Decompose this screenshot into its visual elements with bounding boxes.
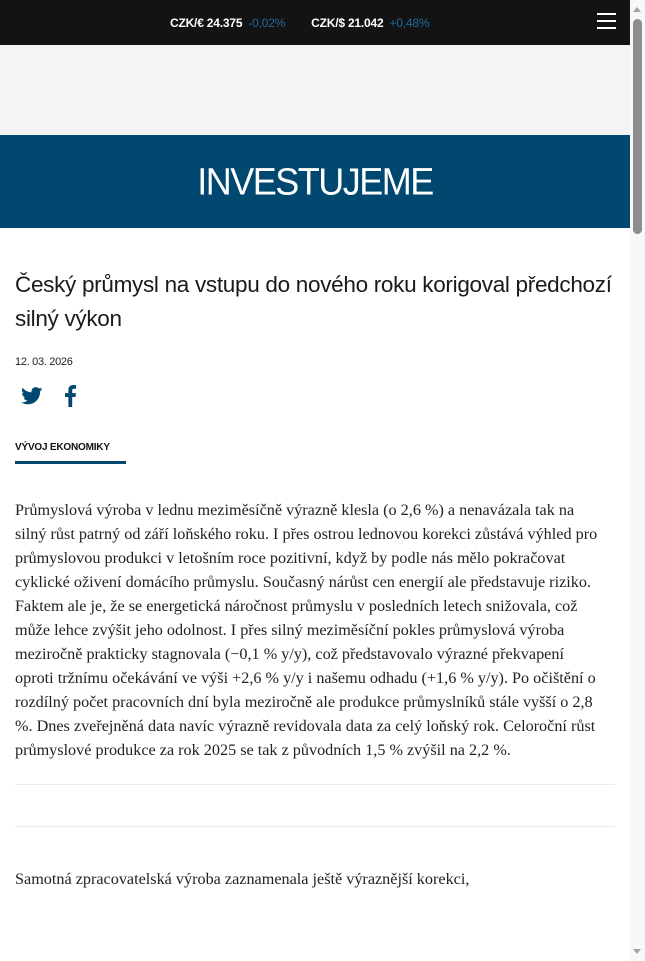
currency-bar (0, 0, 630, 45)
category-underline (15, 461, 126, 464)
article (0, 268, 630, 891)
scroll-up-arrow-icon[interactable] (633, 7, 641, 12)
rate-usd-change: +0,48% (389, 15, 430, 30)
scrollbar-thumb[interactable] (633, 19, 642, 234)
category-tag[interactable] (15, 442, 126, 464)
rate-usd-value: CZK/$ 21.042 (311, 15, 384, 30)
facebook-icon[interactable] (63, 385, 77, 407)
article-paragraph: Samotná zpracovatelská výroba zaznamenala ještě výraznější korekci, (15, 870, 470, 888)
share-buttons (15, 382, 615, 410)
rate-eur-change: -0,02% (248, 15, 286, 30)
site-logo[interactable]: INVESTUJEME (197, 159, 433, 203)
ad-placeholder (0, 45, 630, 135)
brand-header (0, 135, 630, 228)
rate-usd (311, 16, 429, 30)
rate-eur (170, 16, 285, 30)
twitter-icon[interactable] (21, 385, 43, 407)
divider (15, 784, 615, 785)
vertical-scrollbar[interactable] (630, 0, 645, 961)
article-date: 12. 03. 2026 (15, 356, 73, 368)
rate-eur-value: CZK/€ 24.375 (170, 15, 243, 30)
article-headline: Český průmysl na vstupu do nového roku korigoval předchozí silný výkon (15, 272, 612, 331)
divider (15, 826, 615, 827)
exchange-rates (170, 0, 455, 45)
scroll-down-arrow-icon[interactable] (633, 949, 641, 954)
category-label[interactable]: VÝVOJ EKONOMIKY (15, 442, 110, 453)
hamburger-menu-icon[interactable] (597, 13, 616, 31)
article-paragraph: Průmyslová výroba v lednu meziměsíčně výrazně klesla (o 2,6 %) a nenavázala tak na silný růst patrný od září loňského roku. I přes ostrou lednovou korekci zůstává výhled pro průmyslovou produkci v letošním roce pozitivní, když by podle nás mělo pokračovat cyklické oživení domácího průmyslu. Současný nárůst cen energií ale představuje riziko. Faktem ale je, že se energetická náročnost průmyslu v posledních letech snižovala, což může lehce zvýšit jeho odolnost. I přes silný meziměsíční pokles průmyslová výroba meziročně prakticky stagnovala (−0,1 % y/y), což představovalo výrazné překvapení oproti tržnímu očekávání ve výši +2,6 % y/y i našemu odhadu (+1,6 % y/y). Po očištění o rozdílný počet pracovních dní byla meziročně ale produkce průmyslníků stále vyšší o 2,8 %. Dnes zveřejněná data navíc výrazně revidovala data za celý loňský rok. Celoroční růst průmyslové produkce za rok 2025 se tak z původních 1,5 % zvýšil na 2,2 %. (15, 501, 598, 759)
